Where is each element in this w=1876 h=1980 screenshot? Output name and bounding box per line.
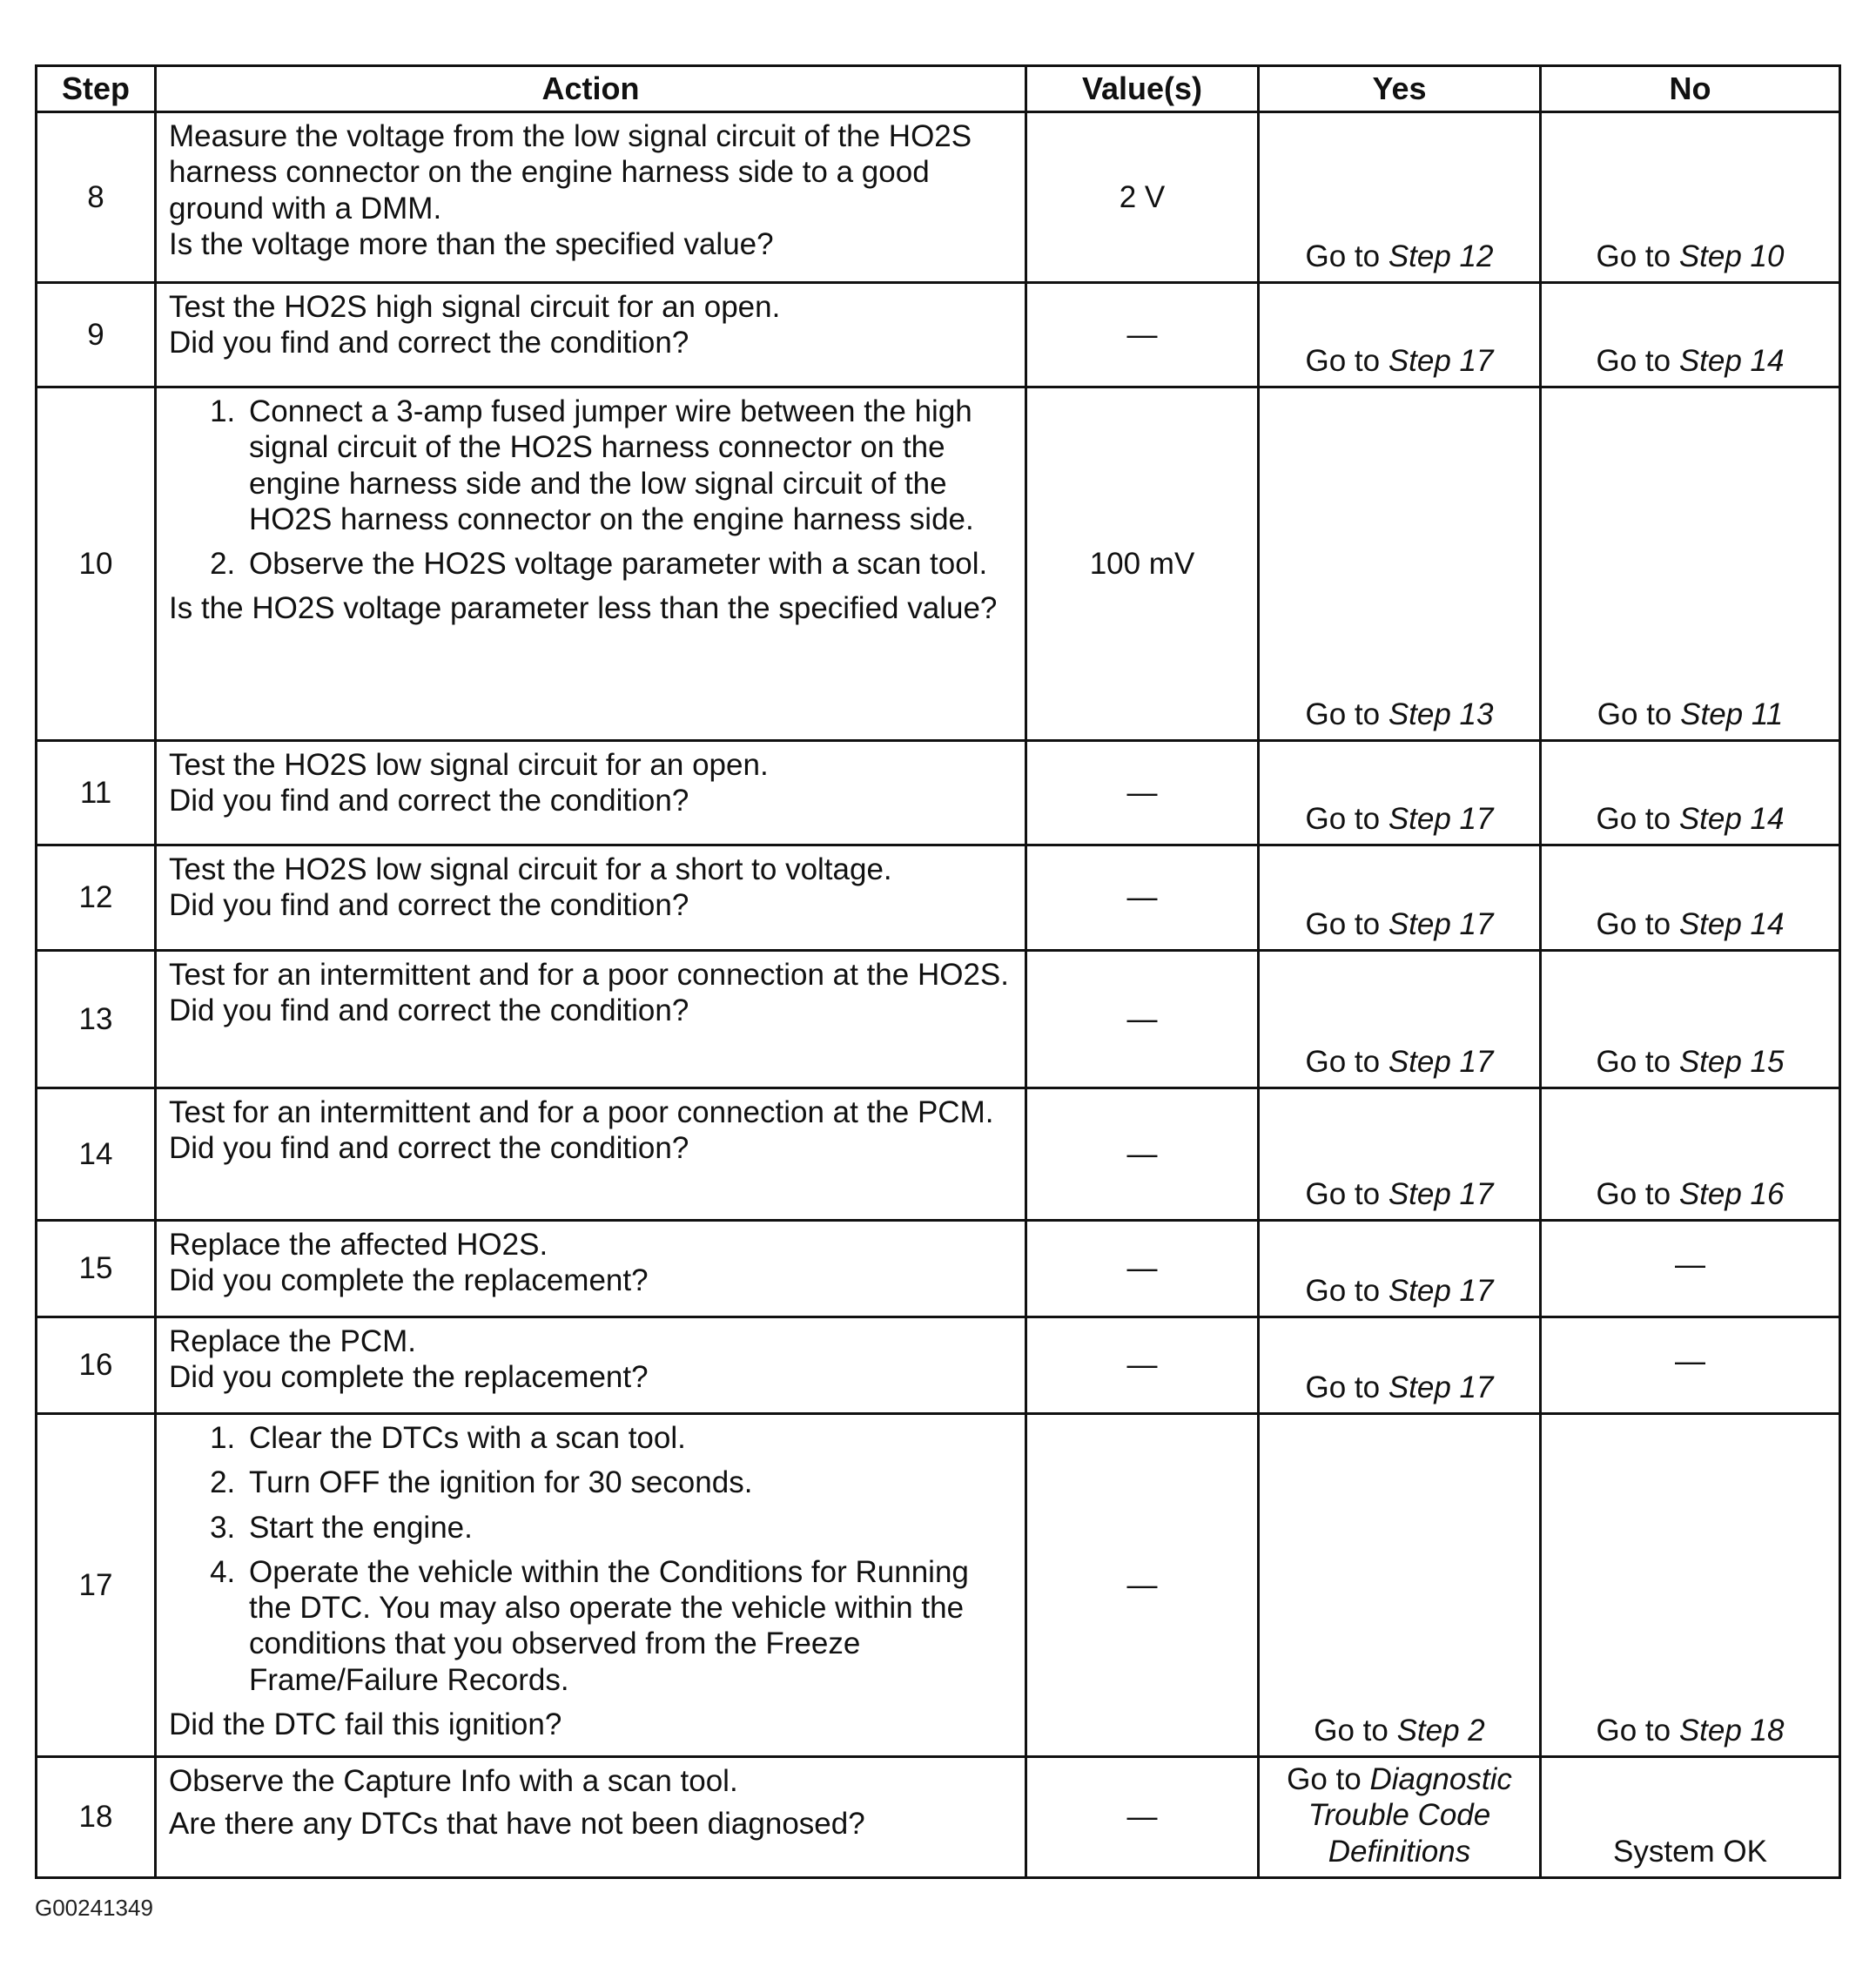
action-question: Did you find and correct the condition? xyxy=(169,784,689,818)
yes-target-link[interactable]: Step 17 xyxy=(1388,1044,1494,1079)
yes-target-link[interactable]: Step 2 xyxy=(1396,1713,1485,1748)
no-target-link[interactable]: Step 14 xyxy=(1678,906,1785,941)
table-row xyxy=(37,1221,1840,1317)
action-text: Observe the Capture Info with a scan tool. xyxy=(169,1764,738,1798)
value-cell: — xyxy=(1026,283,1259,387)
step-number: 15 xyxy=(37,1221,156,1317)
action-cell xyxy=(156,1221,1026,1317)
yes-prefix: Go to xyxy=(1305,1176,1389,1211)
step-number: 11 xyxy=(37,741,156,845)
no-target-link[interactable]: Step 10 xyxy=(1678,239,1785,273)
step-number: 18 xyxy=(37,1757,156,1878)
action-cell xyxy=(156,1757,1026,1878)
action-question: Did you find and correct the condition? xyxy=(169,1131,689,1166)
no-prefix: Go to xyxy=(1596,239,1679,273)
yes-prefix: Go to xyxy=(1314,1713,1397,1748)
no-cell xyxy=(1541,951,1840,1088)
no-cell xyxy=(1541,741,1840,845)
step-number: 16 xyxy=(37,1317,156,1414)
no-cell xyxy=(1541,1088,1840,1221)
action-question: Did you find and correct the condition? xyxy=(169,888,689,923)
yes-target-link[interactable]: Step 17 xyxy=(1388,1370,1494,1404)
table-row xyxy=(37,1317,1840,1414)
action-question: Did you find and correct the condition? xyxy=(169,326,689,360)
value-cell: — xyxy=(1026,1757,1259,1878)
table-row xyxy=(37,741,1840,845)
list-item: 1. Connect a 3-amp fused jumper wire between the high signal circuit of the HO2S harness connector on the engine harness side and the low signal circuit of the HO2S harness connector on the engine harness side. xyxy=(244,394,1012,537)
no-cell xyxy=(1541,283,1840,387)
action-cell xyxy=(156,112,1026,283)
no-target-link[interactable]: Step 11 xyxy=(1680,697,1784,731)
yes-cell xyxy=(1259,1088,1541,1221)
list-item: 4. Operate the vehicle within the Conditions for Running the DTC. You may also operate the vehicle within the conditions that you observed from the Freeze Frame/Failure Records. xyxy=(244,1554,1012,1698)
action-question: Are there any DTCs that have not been diagnosed? xyxy=(169,1807,865,1842)
value-cell: — xyxy=(1026,741,1259,845)
no-target-link[interactable]: Step 14 xyxy=(1678,343,1785,378)
no-cell xyxy=(1541,387,1840,741)
action-cell xyxy=(156,387,1026,741)
value-cell: — xyxy=(1026,1221,1259,1317)
action-text: Test for an intermittent and for a poor connection at the HO2S. xyxy=(169,958,1009,992)
list-item: 3. Start the engine. xyxy=(244,1510,1012,1546)
action-text: Test the HO2S low signal circuit for a short to voltage. xyxy=(169,852,892,886)
no-cell xyxy=(1541,112,1840,283)
action-question: Did you complete the replacement? xyxy=(169,1263,649,1298)
no-target-link[interactable]: Step 16 xyxy=(1678,1176,1785,1211)
yes-cell xyxy=(1259,387,1541,741)
list-item: 2. Observe the HO2S voltage parameter with a scan tool. xyxy=(244,546,1012,582)
step-number: 10 xyxy=(37,387,156,741)
action-cell xyxy=(156,951,1026,1088)
yes-cell xyxy=(1259,112,1541,283)
no-prefix: Go to xyxy=(1596,1044,1679,1079)
value-cell: — xyxy=(1026,1317,1259,1414)
table-row xyxy=(37,1414,1840,1757)
action-text: Test the HO2S high signal circuit for an open. xyxy=(169,290,781,324)
list-item: 1. Clear the DTCs with a scan tool. xyxy=(244,1420,1012,1456)
yes-cell xyxy=(1259,741,1541,845)
list-item: 2. Turn OFF the ignition for 30 seconds. xyxy=(244,1465,1012,1500)
no-prefix: Go to xyxy=(1596,1176,1679,1211)
diagnostic-table xyxy=(35,64,1841,1879)
header-values: Value(s) xyxy=(1026,66,1259,112)
action-cell xyxy=(156,283,1026,387)
step-number: 17 xyxy=(37,1414,156,1757)
table-row xyxy=(37,283,1840,387)
table-row xyxy=(37,387,1840,741)
value-cell: 100 mV xyxy=(1026,387,1259,741)
no-cell: — xyxy=(1541,1317,1840,1414)
no-cell xyxy=(1541,1414,1840,1757)
action-question: Did you complete the replacement? xyxy=(169,1360,649,1395)
yes-prefix: Go to xyxy=(1305,1044,1389,1079)
action-question: Did you find and correct the condition? xyxy=(169,993,689,1028)
header-row xyxy=(37,66,1840,112)
figure-id: G00241349 xyxy=(35,1895,153,1921)
no-prefix: Go to xyxy=(1596,1713,1679,1748)
action-cell xyxy=(156,741,1026,845)
no-target-link[interactable]: Step 15 xyxy=(1678,1044,1785,1079)
step-number: 14 xyxy=(37,1088,156,1221)
table-row xyxy=(37,112,1840,283)
yes-cell xyxy=(1259,1757,1541,1878)
yes-prefix: Go to xyxy=(1305,1273,1389,1308)
yes-target-link[interactable]: Diagnostic Trouble Code Definitions xyxy=(1308,1762,1512,1869)
yes-prefix: Go to xyxy=(1305,697,1389,731)
yes-target-link[interactable]: Step 17 xyxy=(1388,801,1494,836)
yes-target-link[interactable]: Step 17 xyxy=(1388,343,1494,378)
yes-target-link[interactable]: Step 12 xyxy=(1388,239,1494,273)
action-steps-list xyxy=(169,1420,1012,1698)
action-cell xyxy=(156,1317,1026,1414)
no-prefix: Go to xyxy=(1596,343,1679,378)
value-cell: 2 V xyxy=(1026,112,1259,283)
no-prefix: Go to xyxy=(1596,801,1679,836)
value-cell: — xyxy=(1026,845,1259,951)
yes-prefix: Go to xyxy=(1305,239,1389,273)
value-cell: — xyxy=(1026,1088,1259,1221)
action-question: Is the voltage more than the specified value? xyxy=(169,226,774,261)
no-cell: — xyxy=(1541,1221,1840,1317)
action-cell xyxy=(156,1088,1026,1221)
step-number: 13 xyxy=(37,951,156,1088)
action-text: Test for an intermittent and for a poor connection at the PCM. xyxy=(169,1095,994,1129)
header-action: Action xyxy=(156,66,1026,112)
no-prefix: Go to xyxy=(1596,906,1679,941)
yes-target-link[interactable]: Step 17 xyxy=(1388,1273,1494,1308)
table-row xyxy=(37,951,1840,1088)
yes-target-link[interactable]: Step 17 xyxy=(1388,1176,1494,1211)
action-question: Did the DTC fail this ignition? xyxy=(169,1707,562,1742)
value-cell: — xyxy=(1026,951,1259,1088)
header-step: Step xyxy=(37,66,156,112)
action-text: Replace the PCM. xyxy=(169,1324,417,1358)
no-target-link[interactable]: Step 14 xyxy=(1678,801,1785,836)
action-steps-list xyxy=(169,394,1012,582)
table-row xyxy=(37,845,1840,951)
yes-cell xyxy=(1259,1221,1541,1317)
yes-prefix: Go to xyxy=(1305,1370,1389,1404)
action-text: Measure the voltage from the low signal circuit of the HO2S harness connector on the engine harness side to a good ground with a DMM. xyxy=(169,119,972,226)
header-yes: Yes xyxy=(1259,66,1541,112)
yes-target-link[interactable]: Step 13 xyxy=(1388,697,1494,731)
no-target-link[interactable]: Step 18 xyxy=(1678,1713,1785,1748)
yes-prefix: Go to xyxy=(1305,906,1389,941)
action-text: Replace the affected HO2S. xyxy=(169,1228,548,1262)
yes-prefix: Go to xyxy=(1287,1762,1370,1796)
action-cell xyxy=(156,1414,1026,1757)
yes-cell xyxy=(1259,283,1541,387)
value-cell: — xyxy=(1026,1414,1259,1757)
step-number: 12 xyxy=(37,845,156,951)
action-cell xyxy=(156,845,1026,951)
yes-prefix: Go to xyxy=(1305,343,1389,378)
no-prefix: Go to xyxy=(1597,697,1681,731)
header-no: No xyxy=(1541,66,1840,112)
yes-prefix: Go to xyxy=(1305,801,1389,836)
action-text: Test the HO2S low signal circuit for an open. xyxy=(169,748,769,782)
table-row xyxy=(37,1088,1840,1221)
step-number: 8 xyxy=(37,112,156,283)
no-cell xyxy=(1541,845,1840,951)
yes-cell xyxy=(1259,845,1541,951)
table-row xyxy=(37,1757,1840,1878)
no-cell: System OK xyxy=(1541,1757,1840,1878)
yes-target-link[interactable]: Step 17 xyxy=(1388,906,1494,941)
yes-cell xyxy=(1259,1414,1541,1757)
step-number: 9 xyxy=(37,283,156,387)
yes-cell xyxy=(1259,951,1541,1088)
yes-cell xyxy=(1259,1317,1541,1414)
action-question: Is the HO2S voltage parameter less than the specified value? xyxy=(169,591,998,626)
